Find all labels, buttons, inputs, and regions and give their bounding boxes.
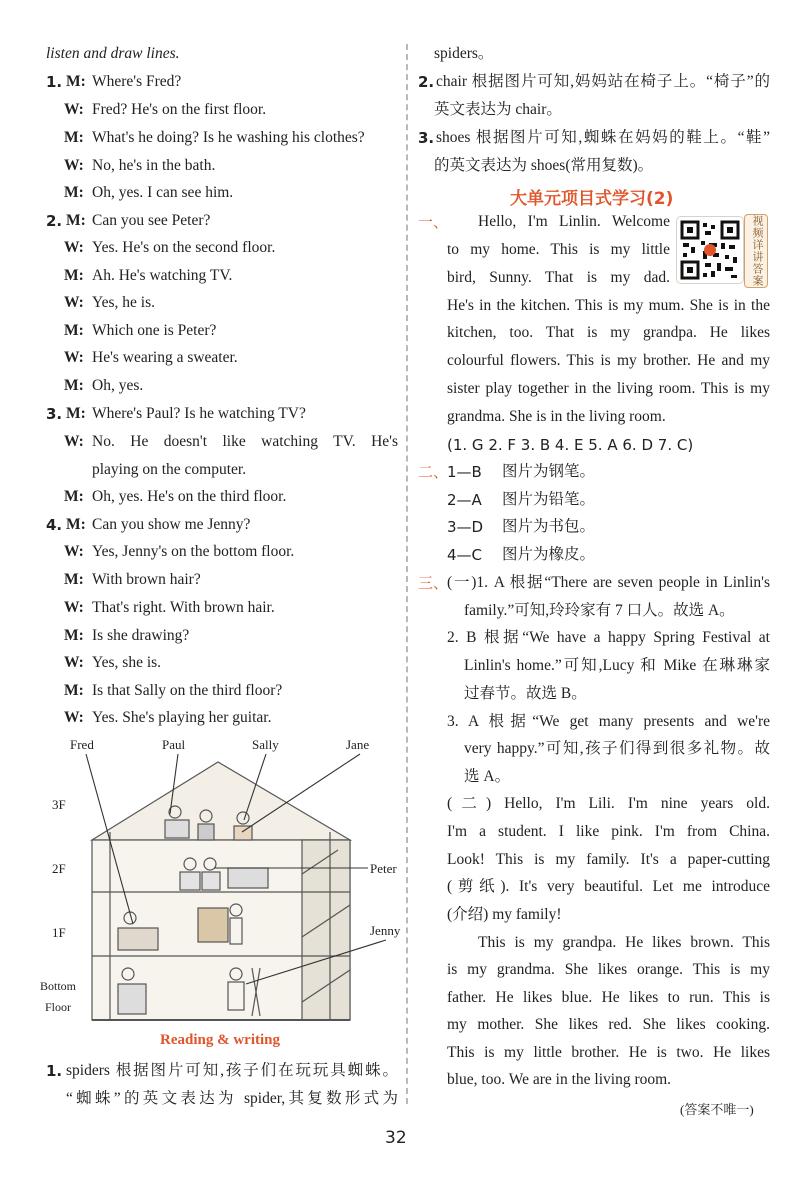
dialogue-number: 3. <box>46 405 63 423</box>
dialogue-line-continued: playing on the computer. <box>92 461 247 478</box>
speaker: W: <box>64 599 84 616</box>
answer-number: 1. <box>46 1062 63 1080</box>
page-number: 32 <box>385 1128 407 1148</box>
dialogue-line: Yes, Jenny's on the bottom floor. <box>92 543 295 560</box>
match-key: 2—A <box>447 491 482 509</box>
speaker: W: <box>64 654 84 671</box>
dialogue-line: Yes, he is. <box>92 294 156 311</box>
floor-label-2f: 2F <box>52 861 66 876</box>
listening-intro: listen and draw lines. <box>46 45 180 62</box>
dialogue-number: 4. <box>46 516 63 534</box>
passage-line: sister play together in the living room. This is my <box>447 380 770 397</box>
label-jenny: Jenny <box>370 923 401 938</box>
label-peter: Peter <box>370 861 397 876</box>
dialogue-line: Oh, yes. He's on the third floor. <box>92 488 287 505</box>
match-key: 4—C <box>447 546 483 564</box>
speaker: M: <box>64 571 84 588</box>
dialogue-number: 1. <box>46 73 63 91</box>
match-note: 图片为橡皮。 <box>502 546 596 563</box>
section-title: 大单元项目式学习(2) <box>510 189 674 209</box>
answer-text: 的英文表达为 shoes(常用复数)。 <box>434 157 654 174</box>
speaker: W: <box>64 349 84 366</box>
answer-text: “蜘蛛”的英文表达为 spider,其复数形式为 <box>66 1090 398 1107</box>
essay-line: is my grandma. She likes orange. This is my <box>447 961 770 978</box>
match-note: 图片为钢笔。 <box>502 463 596 480</box>
essay-line: This is my grandpa. He likes brown. This <box>478 934 770 951</box>
essay-line: This is my little brother. He is two. He likes <box>447 1044 770 1061</box>
house-drawing <box>92 762 350 1020</box>
passage-line: bird, Sunny. That is my dad. <box>447 269 670 286</box>
part-marker: 三、 <box>418 574 449 592</box>
answer-text: 选 A。 <box>464 768 511 785</box>
dialogue-line: What's he doing? Is he washing his clothes? <box>92 129 365 146</box>
essay-line: Look! This is my family. It's a paper-cutting <box>447 851 770 868</box>
answer-text: chair 根据图片可知,妈妈站在椅子上。“椅子”的 <box>436 73 770 90</box>
part-marker: 二、 <box>418 463 449 481</box>
match-note: 图片为铅笔。 <box>502 491 596 508</box>
dialogue-line: Where's Paul? Is he watching TV? <box>92 405 306 422</box>
essay-line: blue, too. We are in the living room. <box>447 1071 672 1088</box>
label-jane: Jane <box>346 737 370 752</box>
dialogue-line: Oh, yes. <box>92 377 144 394</box>
dialogue-line: Yes. She's playing her guitar. <box>92 709 272 726</box>
speaker: M: <box>64 322 84 339</box>
label-fred: Fred <box>70 737 94 752</box>
qr-code[interactable] <box>676 216 744 284</box>
essay-line: father. He likes blue. He likes to run. This is <box>447 989 770 1006</box>
passage-line: to my home. This is my little <box>447 241 670 258</box>
dialogue-line: Fred? He's on the first floor. <box>92 101 267 118</box>
speaker: M: <box>64 627 84 644</box>
dialogue-line: Oh, yes. I can see him. <box>92 184 234 201</box>
qr-code-icon <box>677 217 743 283</box>
answer-text: 3. A 根据“We get many presents and we're <box>447 713 770 730</box>
answer-text: 2. B 根据“We have a happy Spring Festival at <box>447 629 770 646</box>
answer-text: spiders 根据图片可知,孩子们在玩玩具蜘蛛。 <box>66 1062 398 1079</box>
speaker: W: <box>64 294 84 311</box>
label-paul: Paul <box>162 737 186 752</box>
passage-line: kitchen, too. That is my grandpa. He likes <box>447 324 770 341</box>
dialogue-line: No. He doesn't like watching TV. He's <box>92 433 398 450</box>
floor-label-3f: 3F <box>52 797 66 812</box>
speaker: W: <box>64 543 84 560</box>
floor-label-floor: Floor <box>45 1000 72 1014</box>
essay-line: (二) Hello, I'm Lili. I'm nine years old. <box>447 795 770 812</box>
answer-text: 过春节。故选 B。 <box>464 685 587 702</box>
passage-line: grandma. She is in the living room. <box>447 408 666 425</box>
passage-line: He's in the kitchen. This is my mum. She is in the <box>447 297 770 314</box>
speaker: M: <box>66 212 86 229</box>
reading-writing-title: Reading & writing <box>160 1032 280 1048</box>
speaker: W: <box>64 709 84 726</box>
speaker: W: <box>64 157 84 174</box>
speaker: M: <box>64 129 84 146</box>
essay-line: my mother. She likes red. She likes cooking. <box>447 1016 770 1033</box>
answer-text: Linlin's home.”可知,Lucy 和 Mike 在琳琳家 <box>464 657 770 674</box>
dialogue-line: Can you see Peter? <box>92 212 211 229</box>
essay-line: (剪纸). It's very beautiful. Let me introduce <box>447 878 770 895</box>
dialogue-line: Yes. He's on the second floor. <box>92 239 276 256</box>
match-key: 3—D <box>447 518 484 536</box>
speaker: W: <box>64 101 84 118</box>
speaker: W: <box>64 433 84 450</box>
match-note: 图片为书包。 <box>502 518 596 535</box>
answer-text: very happy.”可知,孩子们得到很多礼物。故 <box>464 740 770 757</box>
answer-text: 英文表达为 chair。 <box>434 101 562 118</box>
answer-number: 2. <box>418 73 435 91</box>
speaker: M: <box>64 184 84 201</box>
match-key: 1—B <box>447 463 482 481</box>
dialogue-line: That's right. With brown hair. <box>92 599 275 616</box>
answer-number: 3. <box>418 129 435 147</box>
dialogue-line: With brown hair? <box>92 571 201 588</box>
part-marker: 一、 <box>418 213 449 231</box>
answer-continued: spiders。 <box>434 45 494 62</box>
dialogue-line: No, he's in the bath. <box>92 157 216 174</box>
dialogue-line: He's wearing a sweater. <box>92 349 238 366</box>
dialogue-number: 2. <box>46 212 63 230</box>
answer-text: family.”可知,玲玲家有 7 口人。故选 A。 <box>464 602 735 619</box>
speaker: M: <box>66 516 86 533</box>
dialogue-line: Is that Sally on the third floor? <box>92 682 283 699</box>
floor-label-bottom: Bottom <box>40 979 77 993</box>
floor-label-1f: 1F <box>52 925 66 940</box>
dialogue-line: Ah. He's watching TV. <box>92 267 233 284</box>
passage-line: Hello, I'm Linlin. Welcome <box>478 213 670 230</box>
dialogue-line: Can you show me Jenny? <box>92 516 251 533</box>
answer-text: (一)1. A 根据“There are seven people in Linlin's <box>447 574 770 591</box>
house-illustration <box>30 732 410 1022</box>
dialogue-line: Where's Fred? <box>92 73 182 90</box>
essay-line: I'm a student. I like pink. I'm from China. <box>447 823 770 840</box>
speaker: M: <box>64 267 84 284</box>
answer-key: (1. G 2. F 3. B 4. E 5. A 6. D 7. C) <box>447 436 694 454</box>
answer-not-unique-note: (答案不唯一) <box>680 1102 754 1117</box>
speaker: W: <box>64 239 84 256</box>
speaker: M: <box>64 682 84 699</box>
label-sally: Sally <box>252 737 279 752</box>
speaker: M: <box>64 377 84 394</box>
dialogue-line: Is she drawing? <box>92 627 190 644</box>
video-explanation-tag: 视频详讲答案 <box>744 214 768 288</box>
essay-line: (介绍) my family! <box>447 906 562 923</box>
speaker: M: <box>64 488 84 505</box>
speaker: M: <box>66 73 86 90</box>
dialogue-line: Yes, she is. <box>92 654 162 671</box>
column-divider <box>406 44 408 1104</box>
speaker: M: <box>66 405 86 422</box>
dialogue-line: Which one is Peter? <box>92 322 217 339</box>
passage-line: colourful flowers. This is my brother. He and my <box>447 352 770 369</box>
answer-text: shoes 根据图片可知,蜘蛛在妈妈的鞋上。“鞋” <box>436 129 770 146</box>
